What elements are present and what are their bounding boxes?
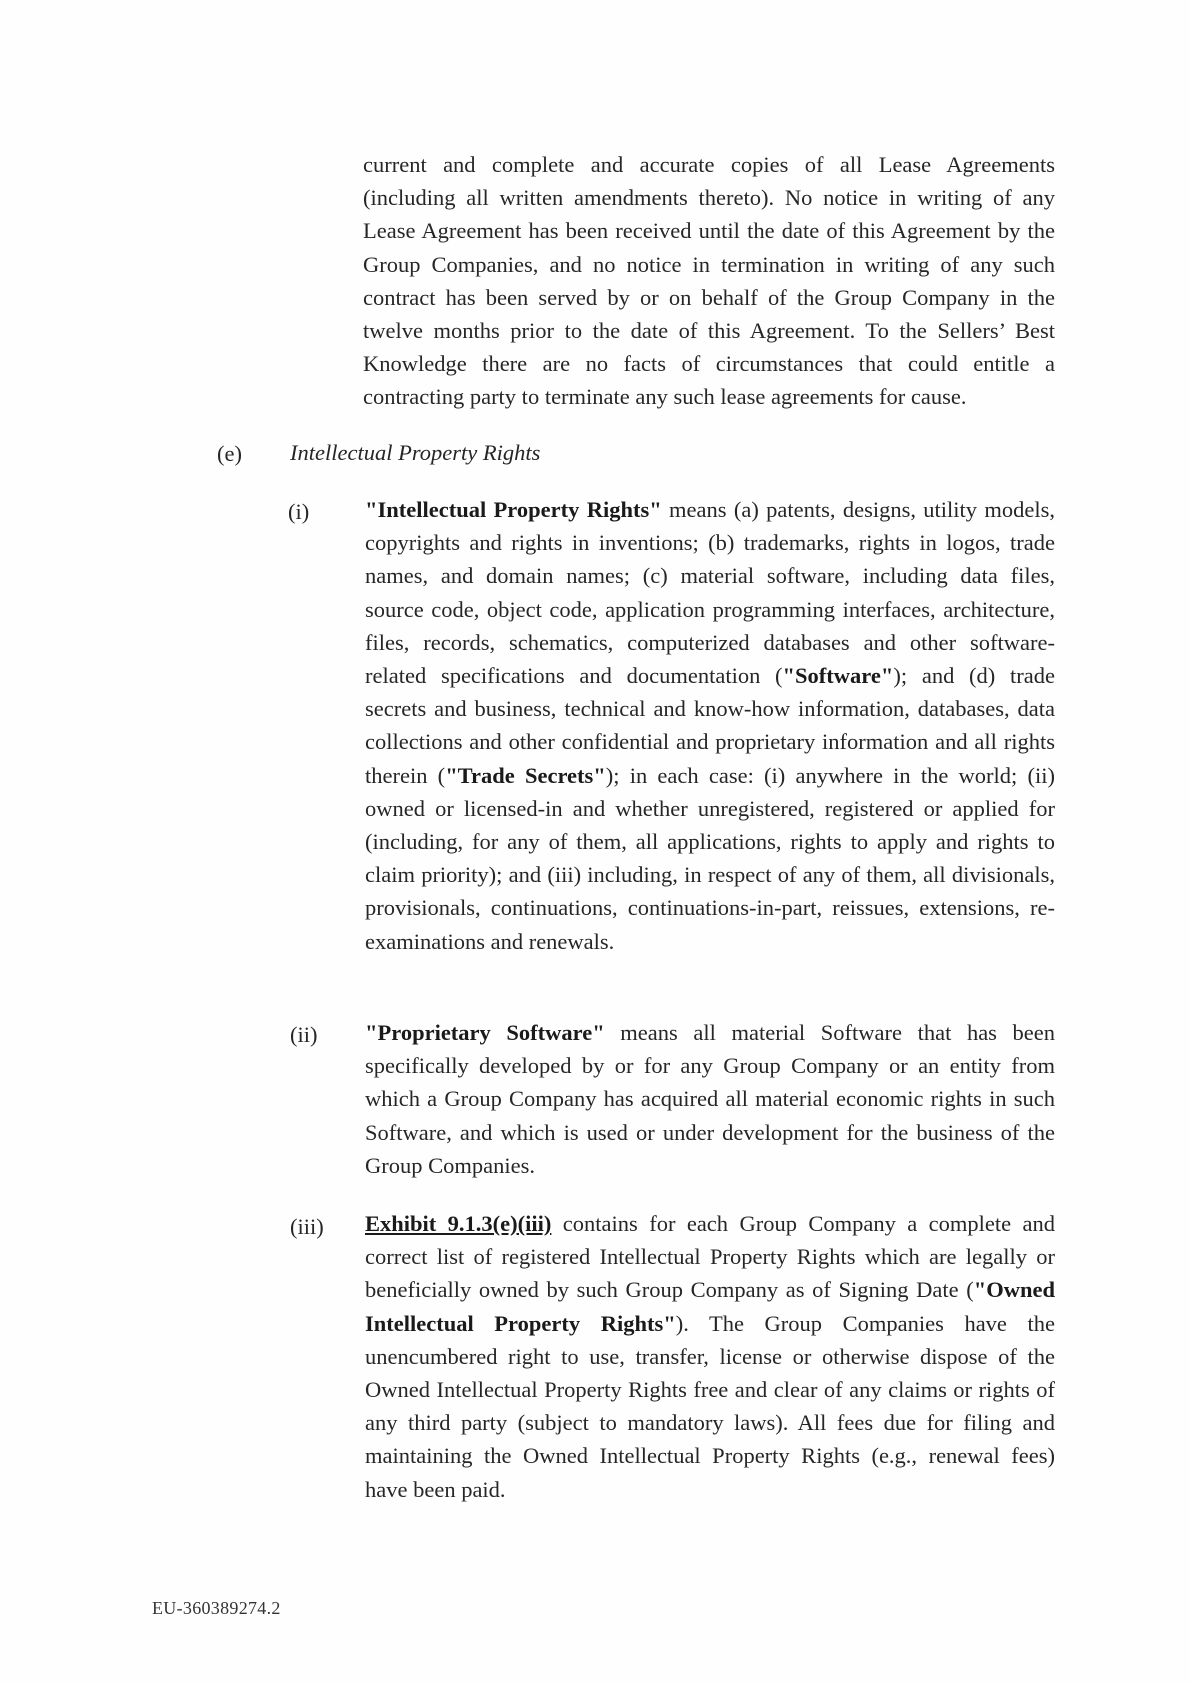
para-ii-number: (ii) (290, 1022, 318, 1047)
para-iii-text (365, 1207, 1055, 1506)
exhibit-reference: Exhibit 9.1.3(e)(iii) (365, 1211, 552, 1236)
para-ii-text-body: means all material Software that has been specifically developed by or for any Group Company or an entity from which a Group Company has acquired all material economic rights in such Software, and which is used or under development for the business of the Group Companies. (365, 1020, 1056, 1178)
para-i-text-1: means (a) patents, designs, utility models, copyrights and rights in inventions; (b) trademarks, rights in logos, trade names, and domain names; (c) material software, including data files, source code, object code, application programming interfaces, architecture, files, records, schematics, computerized databases and other software-related specifications and documentation ( (365, 497, 1056, 689)
para-ii-text (365, 1016, 1055, 1182)
term-software: "Software" (782, 663, 894, 689)
para-i-text (365, 493, 1055, 958)
para-i-number: (i) (288, 499, 310, 524)
lease-continuation-paragraph: current and complete and accurate copies of all Lease Agreements (including all written amendments thereto). No notice in writing of any Lease Agreement has been received until the date of this Agreement by the Group Companies, and no notice in termination in writing of any such contract has been served by or on behalf of the Group Company in the twelve months prior to the date of this Agreement. To the Sellers’ Best Knowledge there are no facts of circumstances that could entitle a contracting party to terminate any such lease agreements for cause. (363, 152, 1055, 410)
section-e-label: (e) (217, 441, 242, 466)
para-iii-text-1: contains for each Group Company a complete and correct list of registered Intellectual Property Rights which are legally or beneficially owned by such Group Company as of Signing Date ( (365, 1211, 1055, 1303)
term-intellectual-property-rights: "Intellectual Property Rights" (365, 497, 662, 522)
para-i-text-2: ); and (d) trade secrets and business, technical and know-how information, databases, data collections and other confidential and proprietary information and all rights therein ( (365, 663, 1055, 788)
para-iii-number: (iii) (290, 1214, 324, 1239)
term-owned-ipr: "Owned Intellectual Property Rights" (365, 1277, 1055, 1336)
para-iii-text-2: ). The Group Companies have the unencumbered right to use, transfer, license or otherwise dispose of the Owned Intellectual Property Rights free and clear of any claims or rights of any third party (subject to mandatory laws). All fees due for filing and maintaining the Owned Intellectual Property Rights (e.g., renewal fees) have been paid. (365, 1310, 1055, 1502)
term-trade-secrets: "Trade Secrets" (445, 762, 606, 788)
section-e-heading: Intellectual Property Rights (290, 440, 541, 465)
para-i-text-3: ); in each case: (i) anywhere in the world; (ii) owned or licensed-in and whether unregistered, registered or applied for (including, for any of them, all applications, rights to apply and rights to claim priority); and (iii) including, in respect of any of them, all divisionals, provisionals, continuations, continuations-in-part, reissues, extensions, re-examinations and renewals. (365, 762, 1056, 954)
term-proprietary-software: "Proprietary Software" (365, 1020, 605, 1045)
document-id-footer: EU-360389274.2 (152, 1598, 281, 1618)
